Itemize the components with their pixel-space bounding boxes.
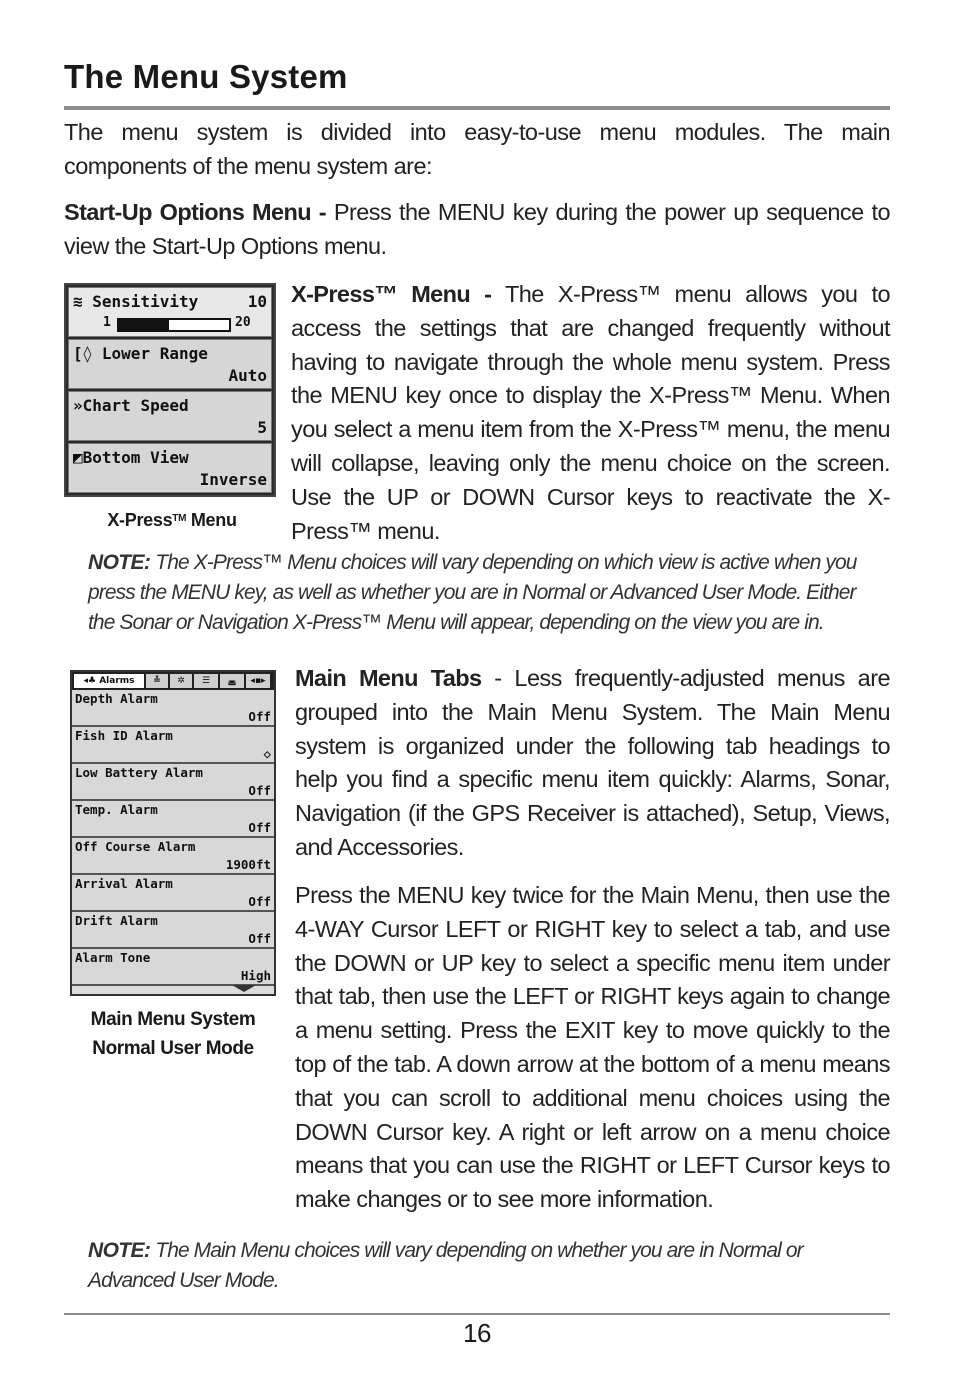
title-divider	[64, 106, 890, 110]
main-menu-figure	[70, 670, 276, 996]
navigation-icon: ☰	[201, 676, 211, 686]
xpress-item-value: Auto	[228, 366, 267, 385]
accessories-icon: ◂▪▸	[250, 676, 266, 686]
xpress-item-value: 5	[257, 418, 267, 437]
xpress-item-label: »Chart Speed	[73, 396, 189, 415]
lower-range-icon: [◊	[73, 344, 102, 363]
gear-icon: ✲	[177, 676, 185, 686]
xpress-item-sensitivity	[68, 287, 272, 337]
xpress-label: X-Press™ Menu -	[291, 281, 492, 307]
tab-accessories	[246, 674, 270, 688]
note-text: The X-Press™ Menu choices will vary depending on which view is active when you press the MENU key, as well as whether you are in Normal or Advanced User Mode. Either the Sonar or Navigation X-Press™ Menu will appear, depending on the view you are in.	[88, 551, 857, 634]
intro-paragraph: The menu system is divided into easy-to-use menu modules. The main components of the menu system are:	[64, 119, 890, 179]
main-menu-list	[72, 690, 274, 986]
sensitivity-max: 20	[235, 315, 251, 330]
bottom-view-icon: ◩	[73, 448, 83, 467]
tab-navigation	[194, 674, 218, 688]
menu-item-low-battery-alarm: Low Battery Alarm Off	[72, 764, 274, 801]
xpress-item-label: ◩Bottom View	[73, 448, 189, 467]
scroll-down-arrow-icon	[232, 983, 256, 993]
menu-item-arrival-alarm: Arrival Alarm Off	[72, 875, 274, 912]
menu-item-alarm-tone: Alarm Tone High	[72, 949, 274, 986]
main-menu-tabs-label: Main Menu Tabs	[295, 665, 482, 691]
tab-alarms: ◂♣ Alarms	[74, 674, 144, 688]
caption-line: Main Menu System	[90, 1009, 256, 1030]
menu-item-temp-alarm: Temp. Alarm Off	[72, 801, 274, 838]
xpress-item-label: [◊ Lower Range	[73, 344, 208, 363]
note-label: NOTE:	[88, 551, 151, 574]
fish-id-icon: ◇	[263, 746, 271, 761]
menu-item-drift-alarm: Drift Alarm Off	[72, 912, 274, 949]
xpress-item-lower-range	[68, 339, 272, 389]
main-menu-tab-bar	[72, 672, 274, 690]
caption-line: Normal User Mode	[92, 1038, 254, 1059]
main-menu-tabs-text: - Less frequently-adjusted menus are grouped into the Main Menu System. The Main Menu system is organized under the following tab headings to help you find a specific menu item quickly: Alarms, Sonar, Navigation (if the GPS Receiver is attached), Setup, Views, and Accessories.	[295, 665, 890, 860]
page-number: 16	[463, 1318, 491, 1348]
sensitivity-icon: ≋	[73, 292, 93, 311]
page-title: The Menu System	[64, 58, 348, 95]
alarm-icon: ◂♣	[83, 676, 100, 686]
views-icon: ◛	[227, 676, 237, 686]
startup-label: Start-Up Options Menu -	[64, 199, 327, 225]
main-menu-tabs-paragraph	[295, 662, 890, 865]
xpress-item-chart-speed	[68, 391, 272, 441]
xpress-item-value: Inverse	[199, 470, 267, 489]
menu-item-depth-alarm: Depth Alarm Off	[72, 690, 274, 727]
note-label: NOTE:	[88, 1239, 151, 1262]
tab-sonar	[146, 674, 168, 688]
tab-setup	[170, 674, 192, 688]
sensitivity-slider-fill	[119, 320, 169, 330]
tab-views	[220, 674, 244, 688]
note-xpress	[88, 548, 878, 638]
sensitivity-min: 1	[103, 315, 111, 330]
footer-divider	[64, 1313, 890, 1315]
xpress-item-value: 10	[247, 292, 267, 311]
xpress-item-bottom-view	[68, 443, 272, 493]
press-menu-paragraph: Press the MENU key twice for the Main Menu, then use the 4-WAY Cursor LEFT or RIGHT key to select a tab, and use the DOWN or UP key to select a specific menu item under that tab, then use the LEFT or RIGHT keys again to change a menu setting. Press the EXIT key to move quickly to the top of the tab. A down arrow at the bottom of a menu means that you can scroll to additional menu choices using the DOWN Cursor key. A right or left arrow on a menu choice means that you can use the RIGHT or LEFT Cursor keys to make changes or to see more information.	[295, 882, 890, 1213]
main-menu-figure-caption	[70, 1005, 276, 1063]
chart-speed-icon: »	[73, 396, 83, 415]
startup-text: Press the MENU key during the power up sequence to view the Start-Up Options menu.	[64, 199, 890, 259]
xpress-menu-figure	[64, 283, 276, 497]
sensitivity-slider	[117, 318, 231, 332]
menu-item-off-course-alarm: Off Course Alarm 1900ft	[72, 838, 274, 875]
note-text: The Main Menu choices will vary depending on whether you are in Normal or Advanced User Mode.	[88, 1239, 803, 1292]
xpress-paragraph	[291, 278, 890, 548]
menu-item-fish-id-alarm: Fish ID Alarm ◇	[72, 727, 274, 764]
note-main-menu	[88, 1236, 878, 1296]
xpress-text: The X-Press™ menu allows you to access the settings that are changed frequently without having to navigate through the whole menu system. Press the MENU key once to display the X-Press™ Menu. When you select a menu item from the X-Press™ menu, the menu will collapse, leaving only the menu choice on the screen. Use the UP or DOWN Cursor keys to reactivate the X-Press™ menu.	[291, 281, 890, 544]
startup-paragraph	[64, 196, 890, 264]
xpress-figure-caption: X-Press™ Menu	[107, 510, 237, 530]
xpress-item-label: ≋ Sensitivity	[73, 292, 199, 311]
sonar-icon: ≚	[153, 676, 161, 686]
